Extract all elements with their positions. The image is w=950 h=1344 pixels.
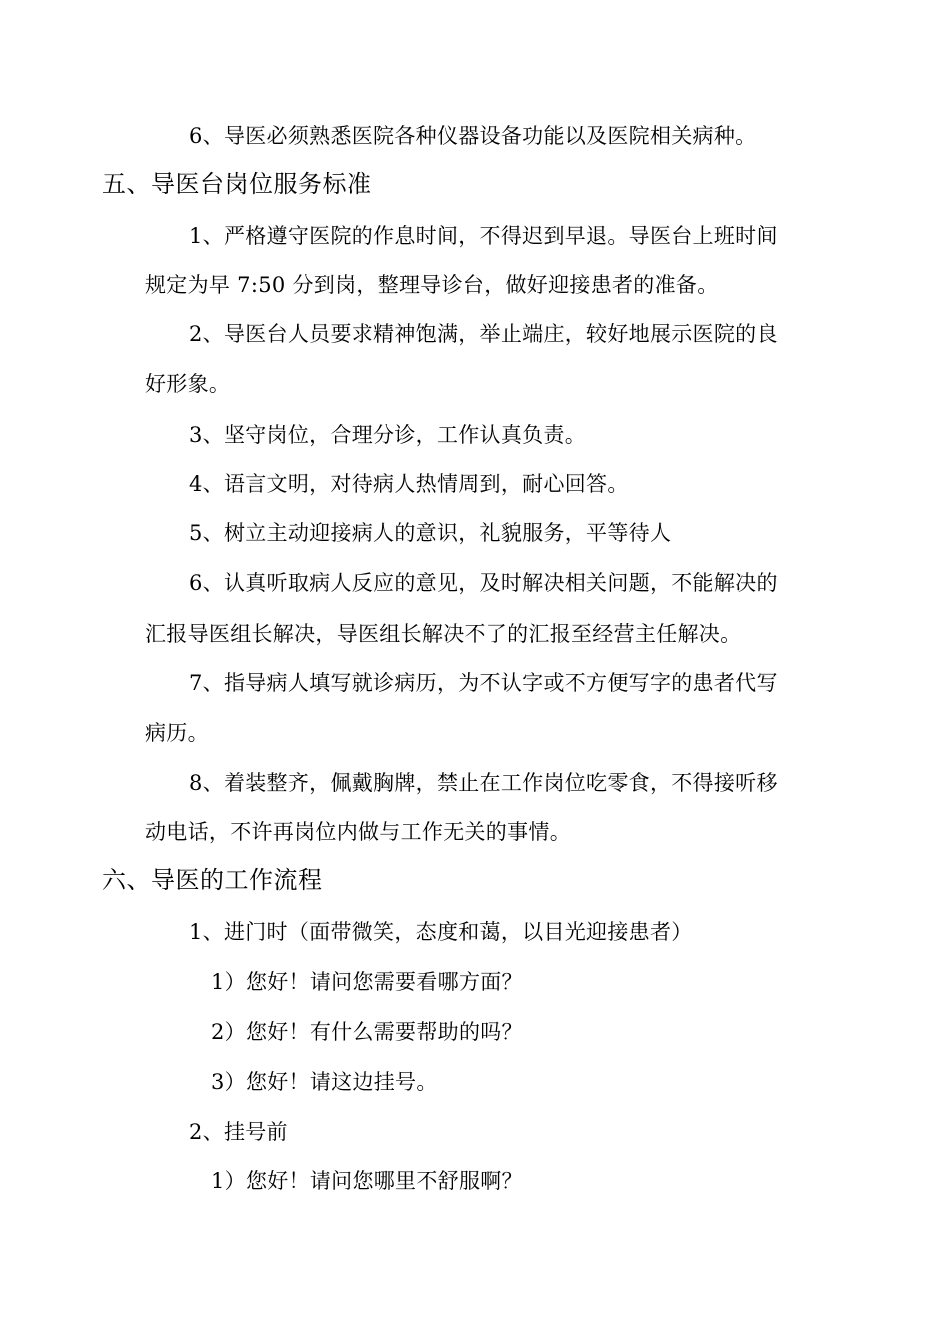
section-heading-6: 六、导医的工作流程 <box>102 866 323 894</box>
paragraph-line: 4、语言文明，对待病人热情周到，耐心回答。 <box>189 472 629 496</box>
paragraph-line: 1）您好！请问您哪里不舒服啊？ <box>211 1169 523 1193</box>
paragraph-line: 6、认真听取病人反应的意见，及时解决相关问题，不能解决的 <box>189 571 778 595</box>
paragraph-line: 汇报导医组长解决，导医组长解决不了的汇报至经营主任解决。 <box>145 622 742 646</box>
paragraph-line: 2）您好！有什么需要帮助的吗？ <box>211 1020 523 1044</box>
paragraph-line: 3、坚守岗位，合理分诊，工作认真负责。 <box>189 423 587 447</box>
paragraph-line: 5、树立主动迎接病人的意识，礼貌服务，平等待人 <box>189 521 672 545</box>
paragraph-line: 好形象。 <box>145 372 231 396</box>
paragraph-line: 2、挂号前 <box>189 1120 288 1144</box>
paragraph-line: 规定为早 7:50 分到岗，整理导诊台，做好迎接患者的准备。 <box>145 273 719 297</box>
paragraph-line: 病历。 <box>145 721 209 745</box>
paragraph-line: 6、导医必须熟悉医院各种仪器设备功能以及医院相关病种。 <box>189 124 757 148</box>
paragraph-line: 1、严格遵守医院的作息时间，不得迟到早退。导医台上班时间 <box>189 224 778 248</box>
paragraph-line: 动电话，不许再岗位内做与工作无关的事情。 <box>145 820 571 844</box>
paragraph-line: 2、导医台人员要求精神饱满，举止端庄，较好地展示医院的良 <box>189 322 778 346</box>
paragraph-line: 1、进门时（面带微笑，态度和蔼，以目光迎接患者） <box>189 920 693 944</box>
section-heading-5: 五、导医台岗位服务标准 <box>102 170 372 198</box>
paragraph-line: 3）您好！请这边挂号。 <box>211 1070 438 1094</box>
paragraph-line: 1）您好！请问您需要看哪方面？ <box>211 970 523 994</box>
paragraph-line: 7、指导病人填写就诊病历，为不认字或不方便写字的患者代写 <box>189 671 778 695</box>
paragraph-line: 8、着装整齐，佩戴胸牌，禁止在工作岗位吃零食，不得接听移 <box>189 771 778 795</box>
